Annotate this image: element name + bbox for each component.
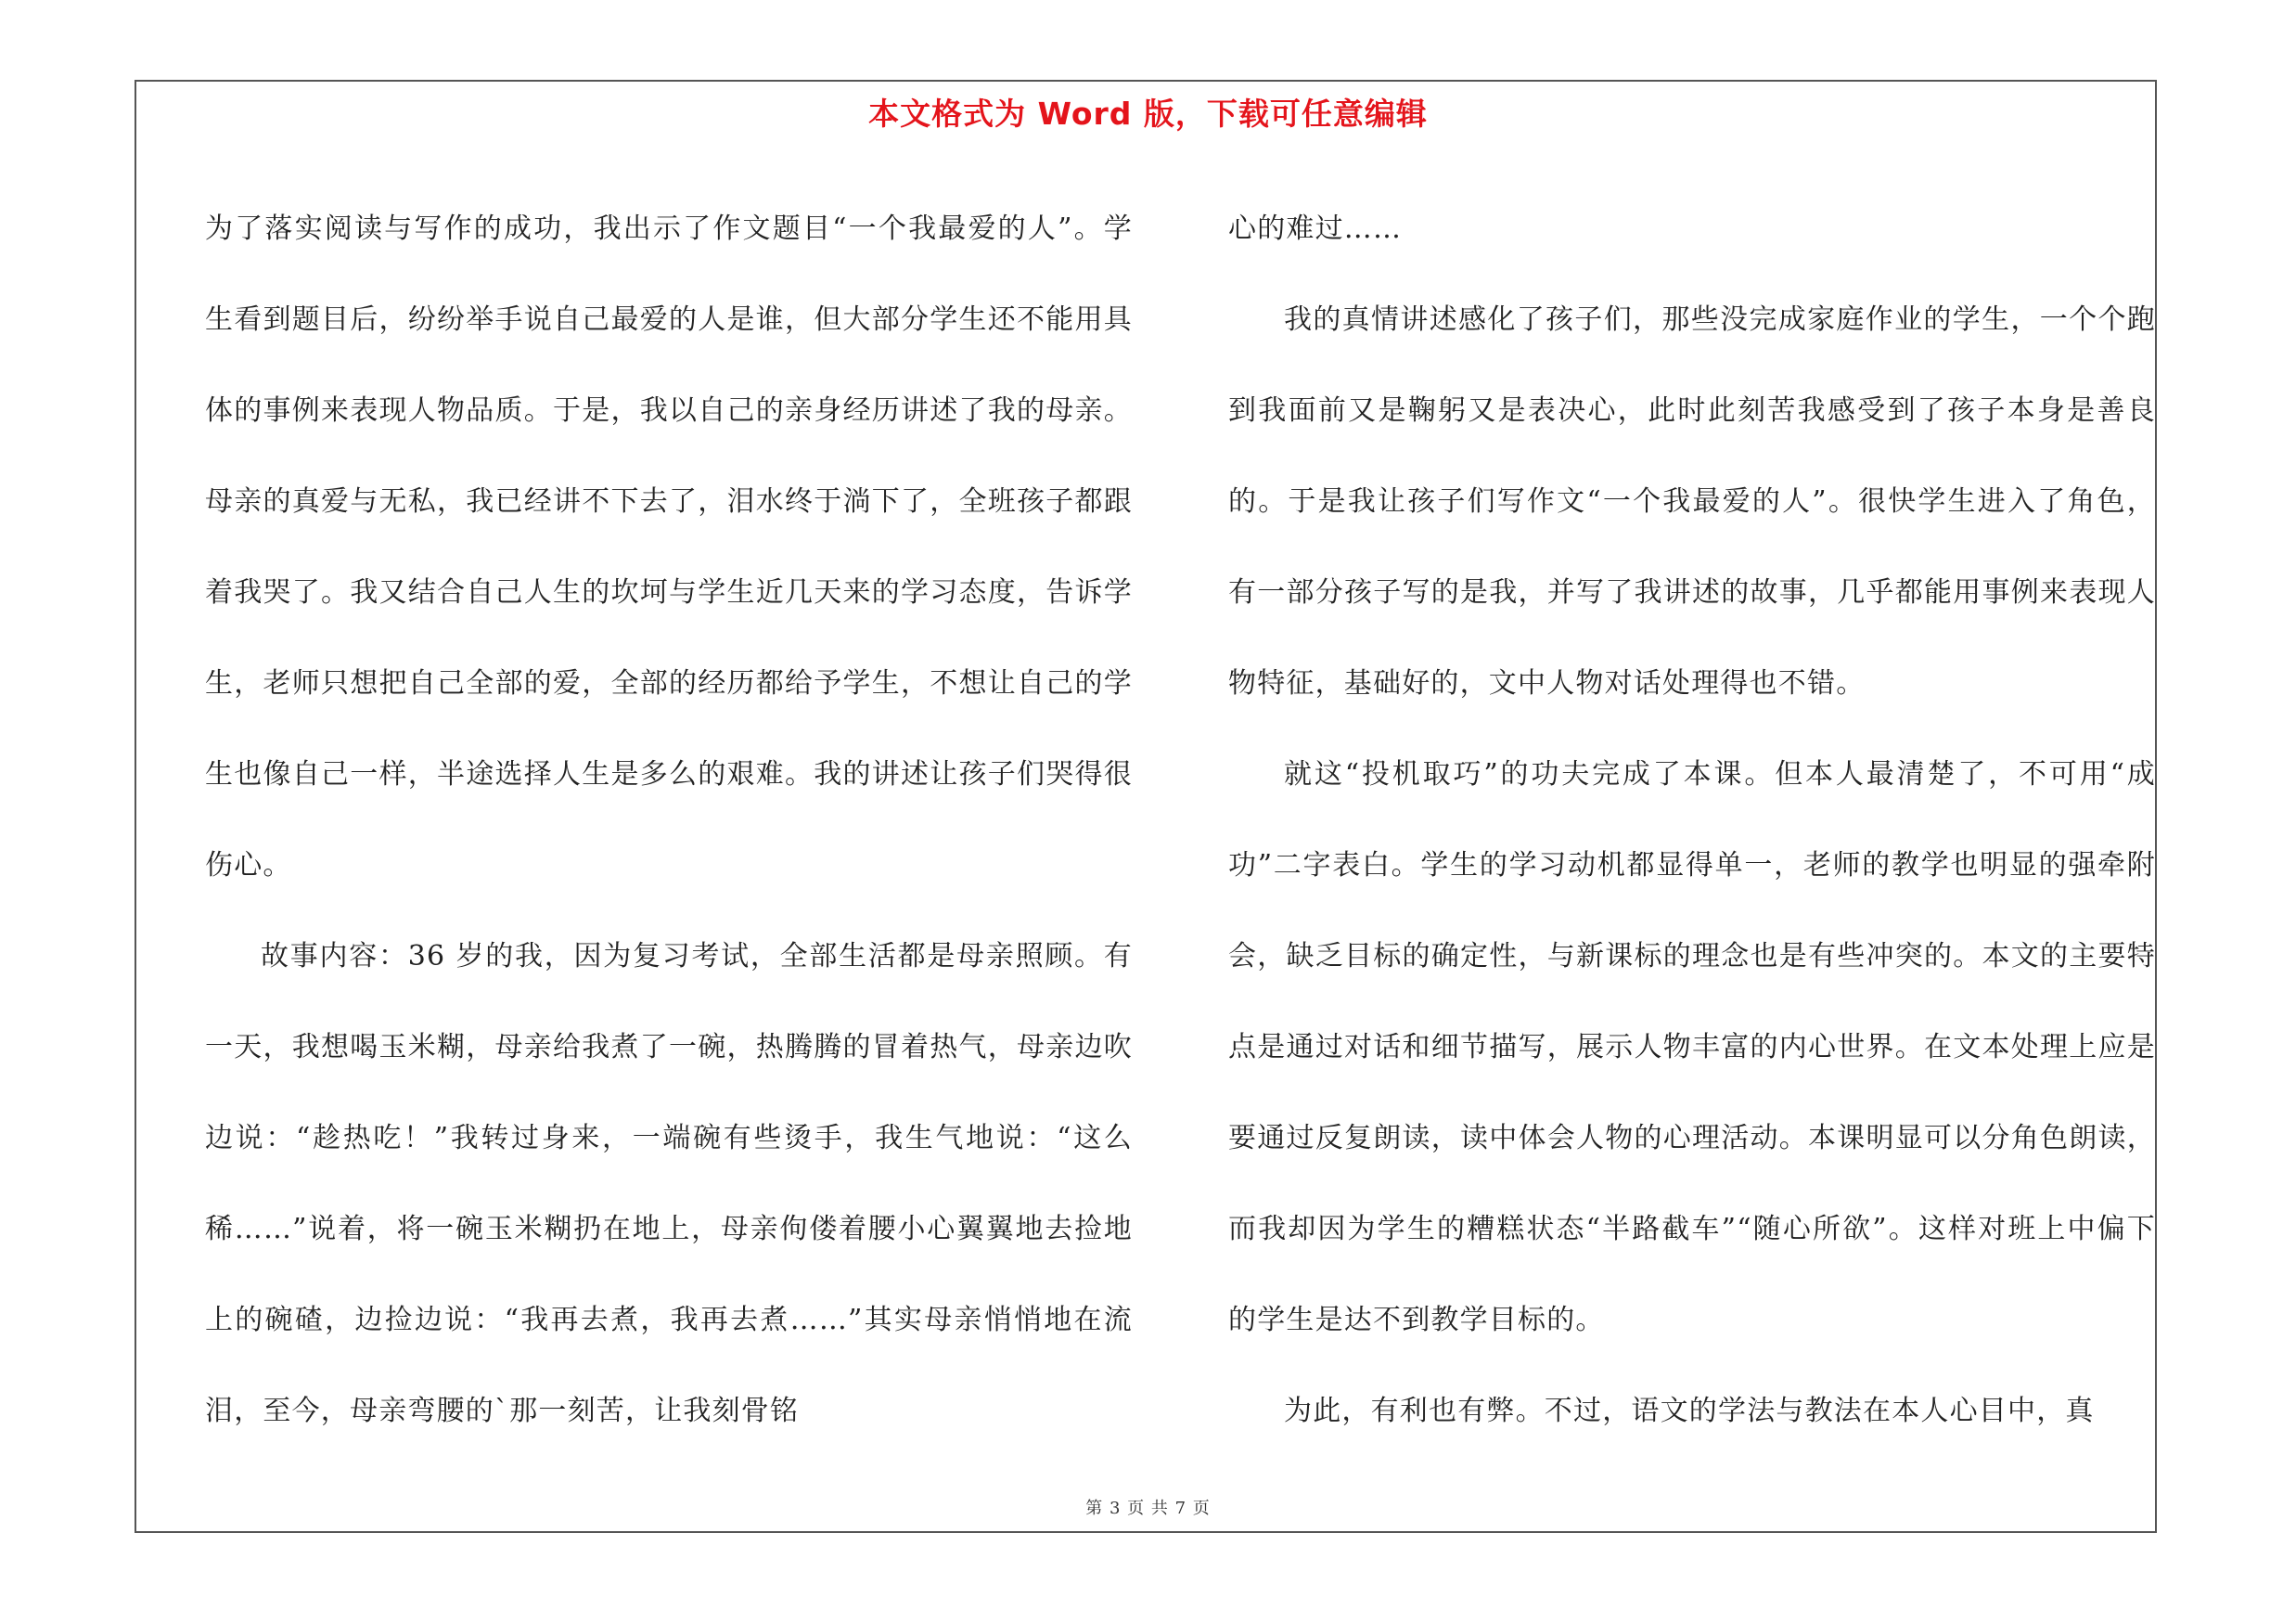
paragraph: 我的真情讲述感化了孩子们，那些没完成家庭作业的学生，一个个跑到我面前又是鞠躬又是表决心，此时此刻苦我感受到了孩子本身是善良的。于是我让孩子们写作文“一个我最爱的人”。很快学生进入了角色，有一部分孩子写的是我，并写了我讲述的故事，几乎都能用事例来表现人物特征，基础好的，文中人物对话处理得也不错。 [1228, 303, 2156, 700]
paragraph: 心的难过…… [1228, 213, 1403, 245]
paragraph: 为此，有利也有弊。不过，语文的学法与教法在本人心目中，真 [1284, 1395, 2095, 1427]
header-banner: 本文格式为 Word 版，下载可任意编辑 [868, 96, 1428, 132]
page-number-footer: 第 3 页 共 7 页 [1085, 1499, 1211, 1518]
paragraph: 为了落实阅读与写作的成功，我出示了作文题目“一个我最爱的人”。学生看到题目后，纷纷举手说自己最爱的人是谁，但大部分学生还不能用具体的事例来表现人物品质。于是，我以自己的亲身经历讲述了我的母亲。母亲的真爱与无私，我已经讲不下去了，泪水终于淌下了，全班孩子都跟着我哭了。我又结合自己人生的坎坷与学生近几天来的学习态度，告诉学生，老师只想把自己全部的爱，全部的经历都给予学生，不想让自己的学生也像自己一样，半途选择人生是多么的艰难。我的讲述让孩子们哭得很伤心。 [205, 213, 1133, 882]
right-column [1228, 184, 2156, 1457]
left-column [205, 184, 1133, 1457]
paragraph: 就这“投机取巧”的功夫完成了本课。但本人最清楚了，不可用“成功”二字表白。学生的学习动机都显得单一，老师的教学也明显的强牵附会，缺乏目标的确定性，与新课标的理念也是有些冲突的。本文的主要特点是通过对话和细节描写，展示人物丰富的内心世界。在文本处理上应是要通过反复朗读，读中体会人物的心理活动。本课明显可以分角色朗读，而我却因为学生的糟糕状态“半路截车”“随心所欲”。这样对班上中偏下的学生是达不到教学目标的。 [1228, 758, 2156, 1336]
paragraph: 故事内容：36 岁的我，因为复习考试，全部生活都是母亲照顾。有一天，我想喝玉米糊，母亲给我煮了一碗，热腾腾的冒着热气，母亲边吹边说：“趁热吃！”我转过身来，一端碗有些烫手，我生气地说：“这么稀……”说着，将一碗玉米糊扔在地上，母亲佝偻着腰小心翼翼地去捡地上的碗碴，边捡边说：“我再去煮，我再去煮……”其实母亲悄悄地在流泪，至今，母亲弯腰的`那一刻苦，让我刻骨铭 [205, 940, 1133, 1427]
